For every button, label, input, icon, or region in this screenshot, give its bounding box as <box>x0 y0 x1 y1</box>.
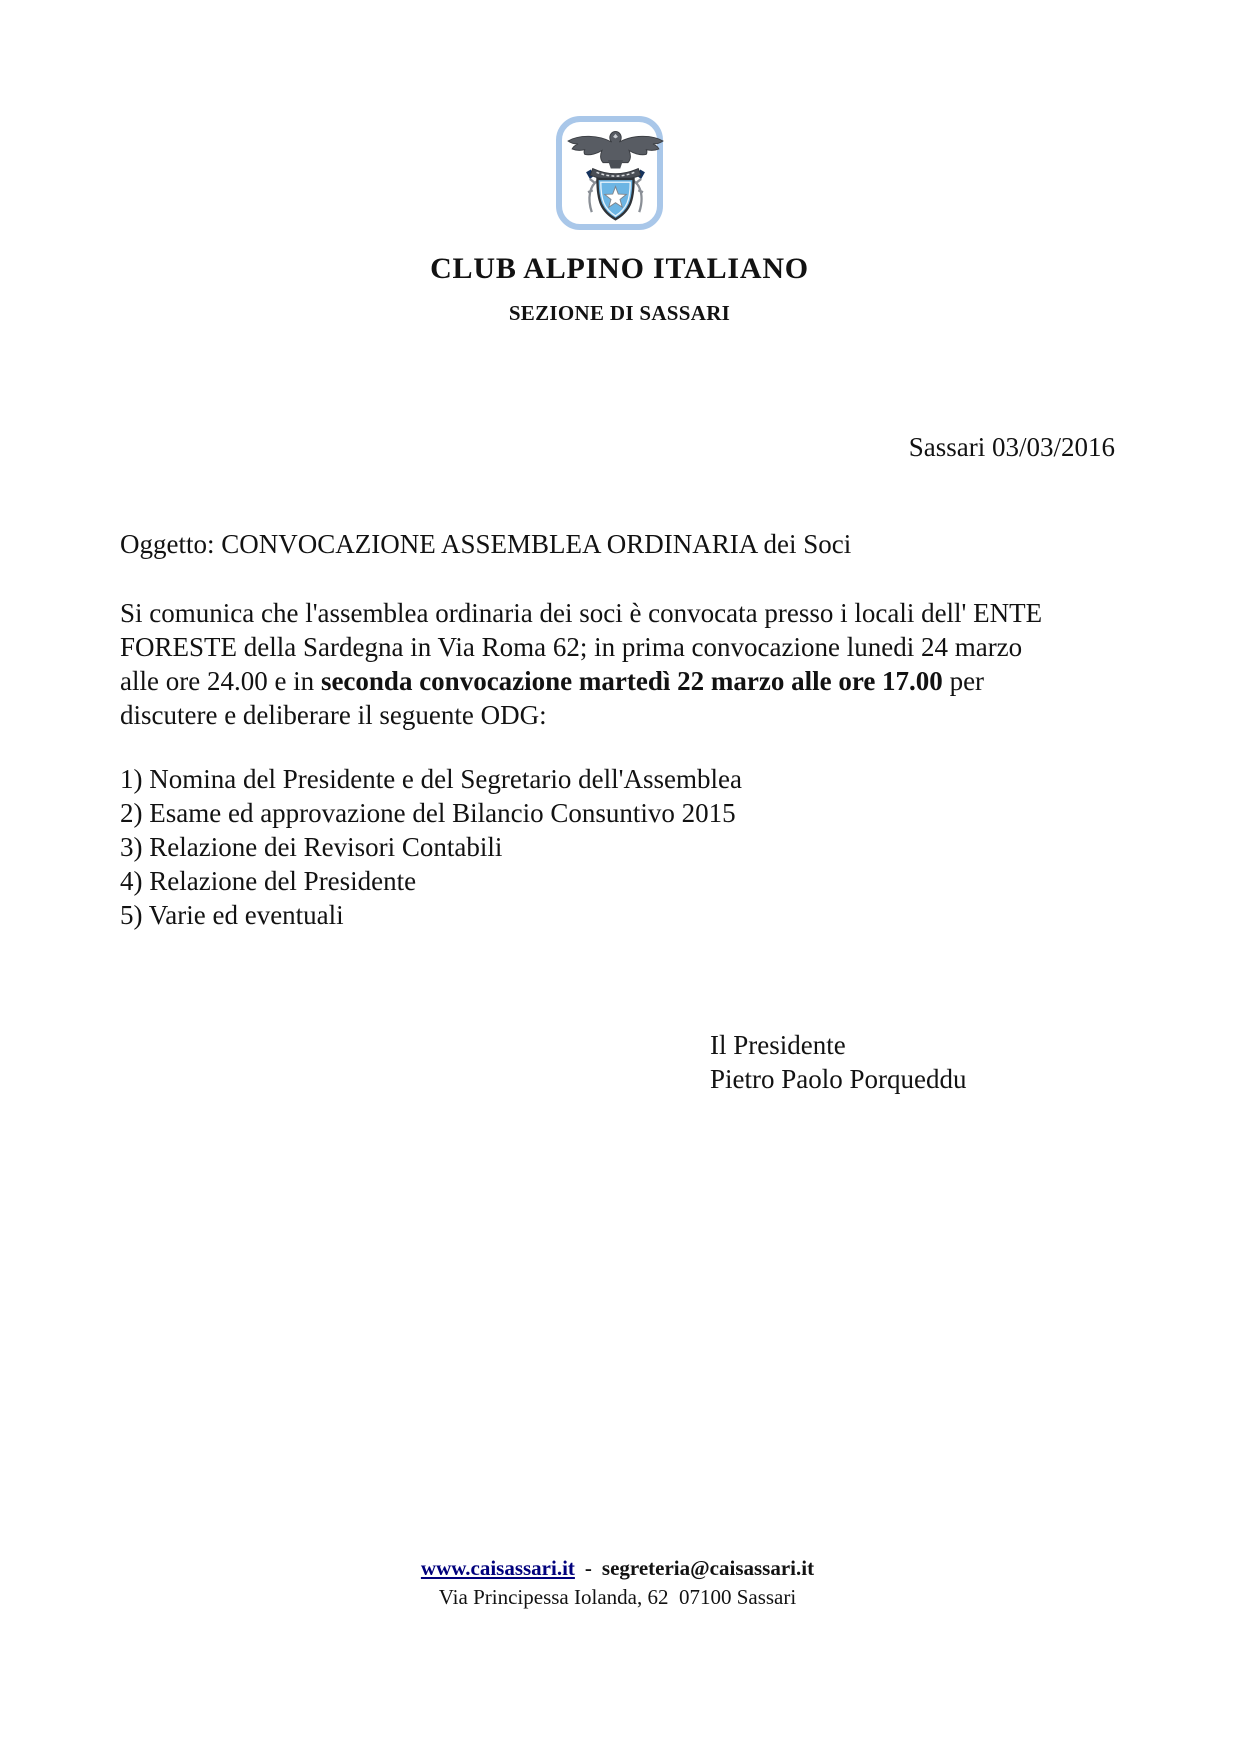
body-line-3-prefix: alle ore 24.00 e in <box>120 666 321 696</box>
cai-logo <box>556 116 663 230</box>
website-link[interactable]: www.caisassari.it <box>420 1556 575 1580</box>
body-line-1: Si comunica che l'assemblea ordinaria dei soci è convocata presso i locali dell' ENTE <box>120 598 1043 628</box>
eagle-icon <box>568 131 663 168</box>
footer-contacts <box>120 1554 1115 1582</box>
agenda-list <box>120 762 1140 932</box>
footer-address: Via Principessa Iolanda, 62 07100 Sassari <box>438 1585 797 1609</box>
section-subtitle: SEZIONE DI SASSARI <box>508 301 731 325</box>
cai-eagle-emblem-icon <box>558 122 673 234</box>
body-line-3-suffix: per <box>942 666 985 696</box>
agenda-item-2: 2) Esame ed approvazione del Bilancio Consuntivo 2015 <box>120 798 736 828</box>
agenda-item-5: 5) Varie ed eventuali <box>120 900 344 930</box>
signature-role: Il Presidente <box>710 1030 846 1060</box>
agenda-item-4: 4) Relazione del Presidente <box>120 866 417 896</box>
email-text: segreteria@caisassari.it <box>601 1556 815 1580</box>
agenda-item-1: 1) Nomina del Presidente e del Segretario dell'Assemblea <box>120 764 742 794</box>
club-title: CLUB ALPINO ITALIANO <box>430 252 809 285</box>
subject-line: Oggetto: CONVOCAZIONE ASSEMBLEA ORDINARIA dei Soci <box>120 529 852 559</box>
body-line-2: FORESTE della Sardegna in Via Roma 62; in prima convocazione lunedi 24 marzo <box>120 632 1023 662</box>
shield-icon <box>597 179 633 219</box>
date-line: Sassari 03/03/2016 <box>908 432 1115 462</box>
body-line-3-bold: seconda convocazione martedì 22 marzo alle ore 17.00 <box>320 666 943 696</box>
signature-block <box>710 1028 1130 1096</box>
body-paragraph <box>120 596 1140 732</box>
signature-name: Pietro Paolo Porqueddu <box>710 1064 967 1094</box>
body-line-3 <box>120 664 1140 698</box>
footer-separator: - <box>584 1556 592 1580</box>
body-line-4: discutere e deliberare il seguente ODG: <box>120 700 547 730</box>
agenda-item-3: 3) Relazione dei Revisori Contabili <box>120 832 503 862</box>
